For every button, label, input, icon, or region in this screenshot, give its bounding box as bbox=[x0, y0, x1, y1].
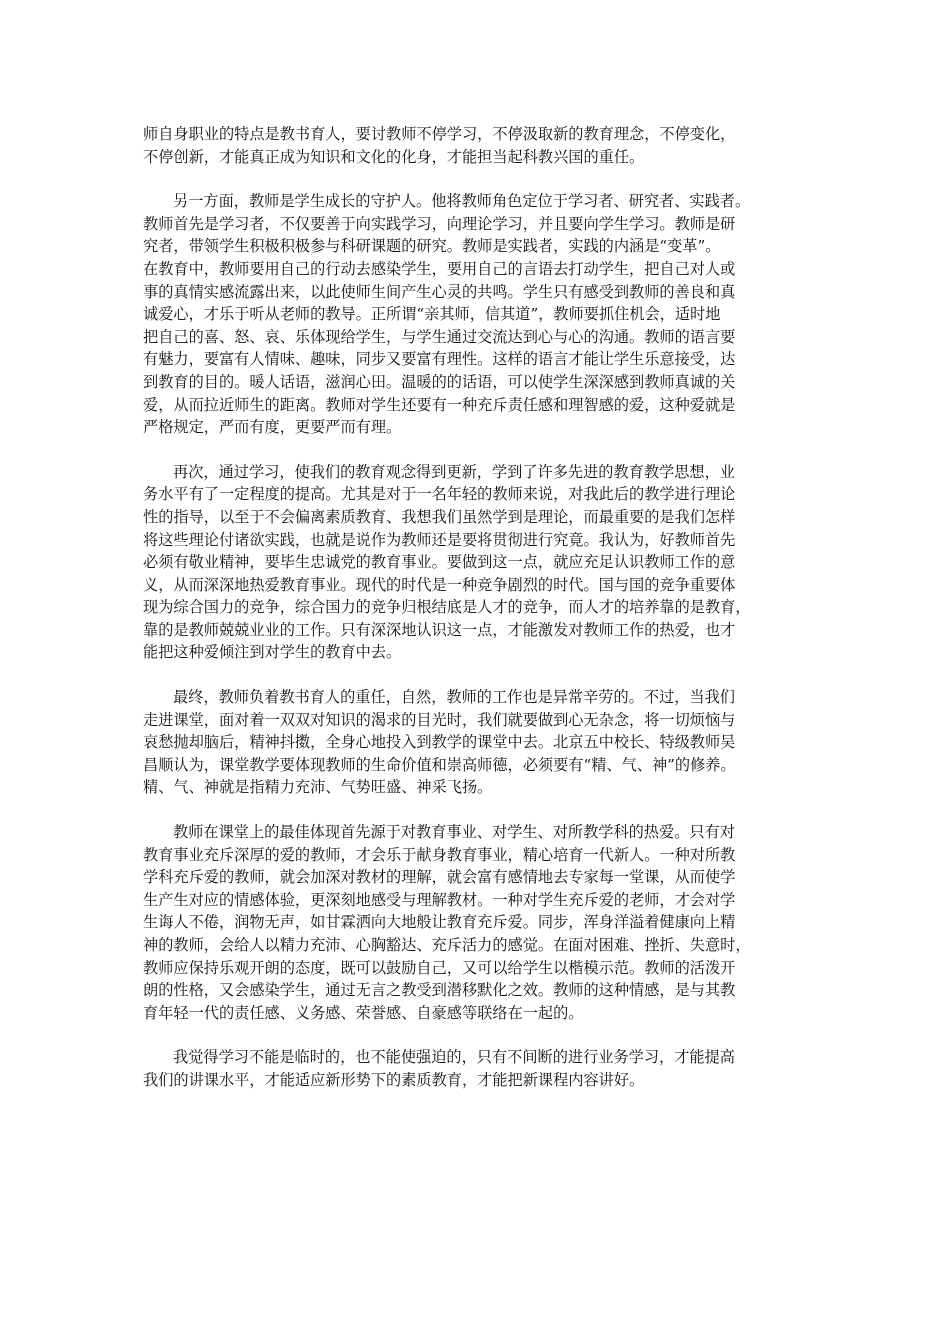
document-body bbox=[143, 123, 808, 1092]
paragraph-6: 我觉得学习不能是临时的，也不能使强迫的，只有不间断的进行业务学习，才能提高 我们的讲课水平，才能适应新形势下的素质教育，才能把新课程内容讲好。 bbox=[143, 1048, 735, 1089]
paragraph-4: 最终，教师负着教书育人的重任，自然，教师的工作也是异常辛劳的。不过，当我们 走进课堂，面对着一双双对知识的渴求的目光时，我们就要做到心无杂念，将一切烦恼与 哀愁抛却脑后，精神抖擞，全身心地投入到教学的课堂中去。北京五中校长、特级教师吴 昌顺认为，课堂教学要体现教师的生命价值和崇高师德，必须要有“精、气、神”的修养。 精、气、神就是指精力充沛、气势旺盛、神采飞扬。 bbox=[143, 688, 736, 797]
paragraph-5: 教师在课堂上的最佳体现首先源于对教育事业、对学生、对所教学科的热爱。只有对 教育事业充斥深厚的爱的教师，才会乐于献身教育事业，精心培育一代新人。一种对所教 学科充斥爱的教师，就会加深对教材的理解，就会富有感情地去专家每一堂课，从而使学 生产生对应的情感体验，更深刻地感受与理解教材。一种对学生充斥爱的老师，才会对学 生诲人不倦，润物无声，如甘霖洒向大地般让教育充斥爱。同步，浑身洋溢着健康向上精 神的教师，会给人以精力充沛、心胸豁达、充斥活力的感觉。在面对困难、挫折、失意时， 教师应保持乐观开朗的态度，既可以鼓励自己，又可以给学生以楷模示范。教师的活泼开 朗的性格，又会感染学生，通过无言之教受到潜移默化之效。教师的这种情感，是与其教 育年轻一代的责任感、义务感、荣誉感、自豪感等联络在一起的。 bbox=[143, 823, 751, 1022]
paragraph-1: 师自身职业的特点是教书育人，要讨教师不停学习，不停汲取新的教育理念，不停变化， 不停创新，才能真正成为知识和文化的化身，才能担当起科教兴国的重任。 bbox=[143, 125, 736, 166]
paragraph-3: 再次，通过学习，使我们的教育观念得到更新，学到了许多先进的教育教学思想，业 务水平有了一定程度的提高。尤其是对于一名年轻的教师来说，对我此后的教学进行理论 性的指导，以至于不会偏离素质教育、我想我们虽然学到是理论，而最重要的是我们怎样 将这些理论付诸欲实践，也就是说作为教师还是要将贯彻进行究竟。我认为，好教师首先 必须有敬业精神，要毕生忠诚党的教育事业。要做到这一点，就应充足认识教师工作的意 义，从而深深地热爱教育事业。现代的时代是一种竞争剧烈的时代。国与国的竞争重要体 现为综合国力的竞争，综合国力的竞争归根结底是人才的竞争，而人才的培养靠的是教育， 靠的是教师兢兢业业的工作。只有深深地认识这一点，才能激发对教师工作的热爱，也才 能把这种爱倾注到对学生的教育中去。 bbox=[143, 462, 751, 662]
paragraph-2: 另一方面，教师是学生成长的守护人。他将教师角色定位于学习者、研究者、实践者。 教师首先是学习者，不仅要善于向实践学习，向理论学习，并且要向学生学习。教师是研 究者，带领学生积极积极参与科研课题的研究。教师是实践者，实践的内涵是“变革”。 在教育中，教师要用自己的行动去感染学生，要用自己的言语去打动学生，把自己对人或 事的真情实感流露出来，以此使师生间产生心灵的共鸣。学生只有感受到教师的善良和真 诚爱心，才乐于听从老师的教导。正所谓“亲其师，信其道”，教师要抓住机会，适时地 把自己的喜、怒、哀、乐体现给学生，与学生通过交流达到心与心的沟通。教师的语言要 有魅力，要富有人情味、趣味，同步又要富有理性。这样的语言才能让学生乐意接受，达 到教育的目的。暖人话语，滋润心田。温暖的的话语，可以使学生深深感到教师真诚的关 爱，从而拉近师生的距离。教师对学生还要有一种充斥责任感和理智感的爱，这种爱就是 严格规定，严而有度，更要严而有理。 bbox=[143, 192, 751, 437]
